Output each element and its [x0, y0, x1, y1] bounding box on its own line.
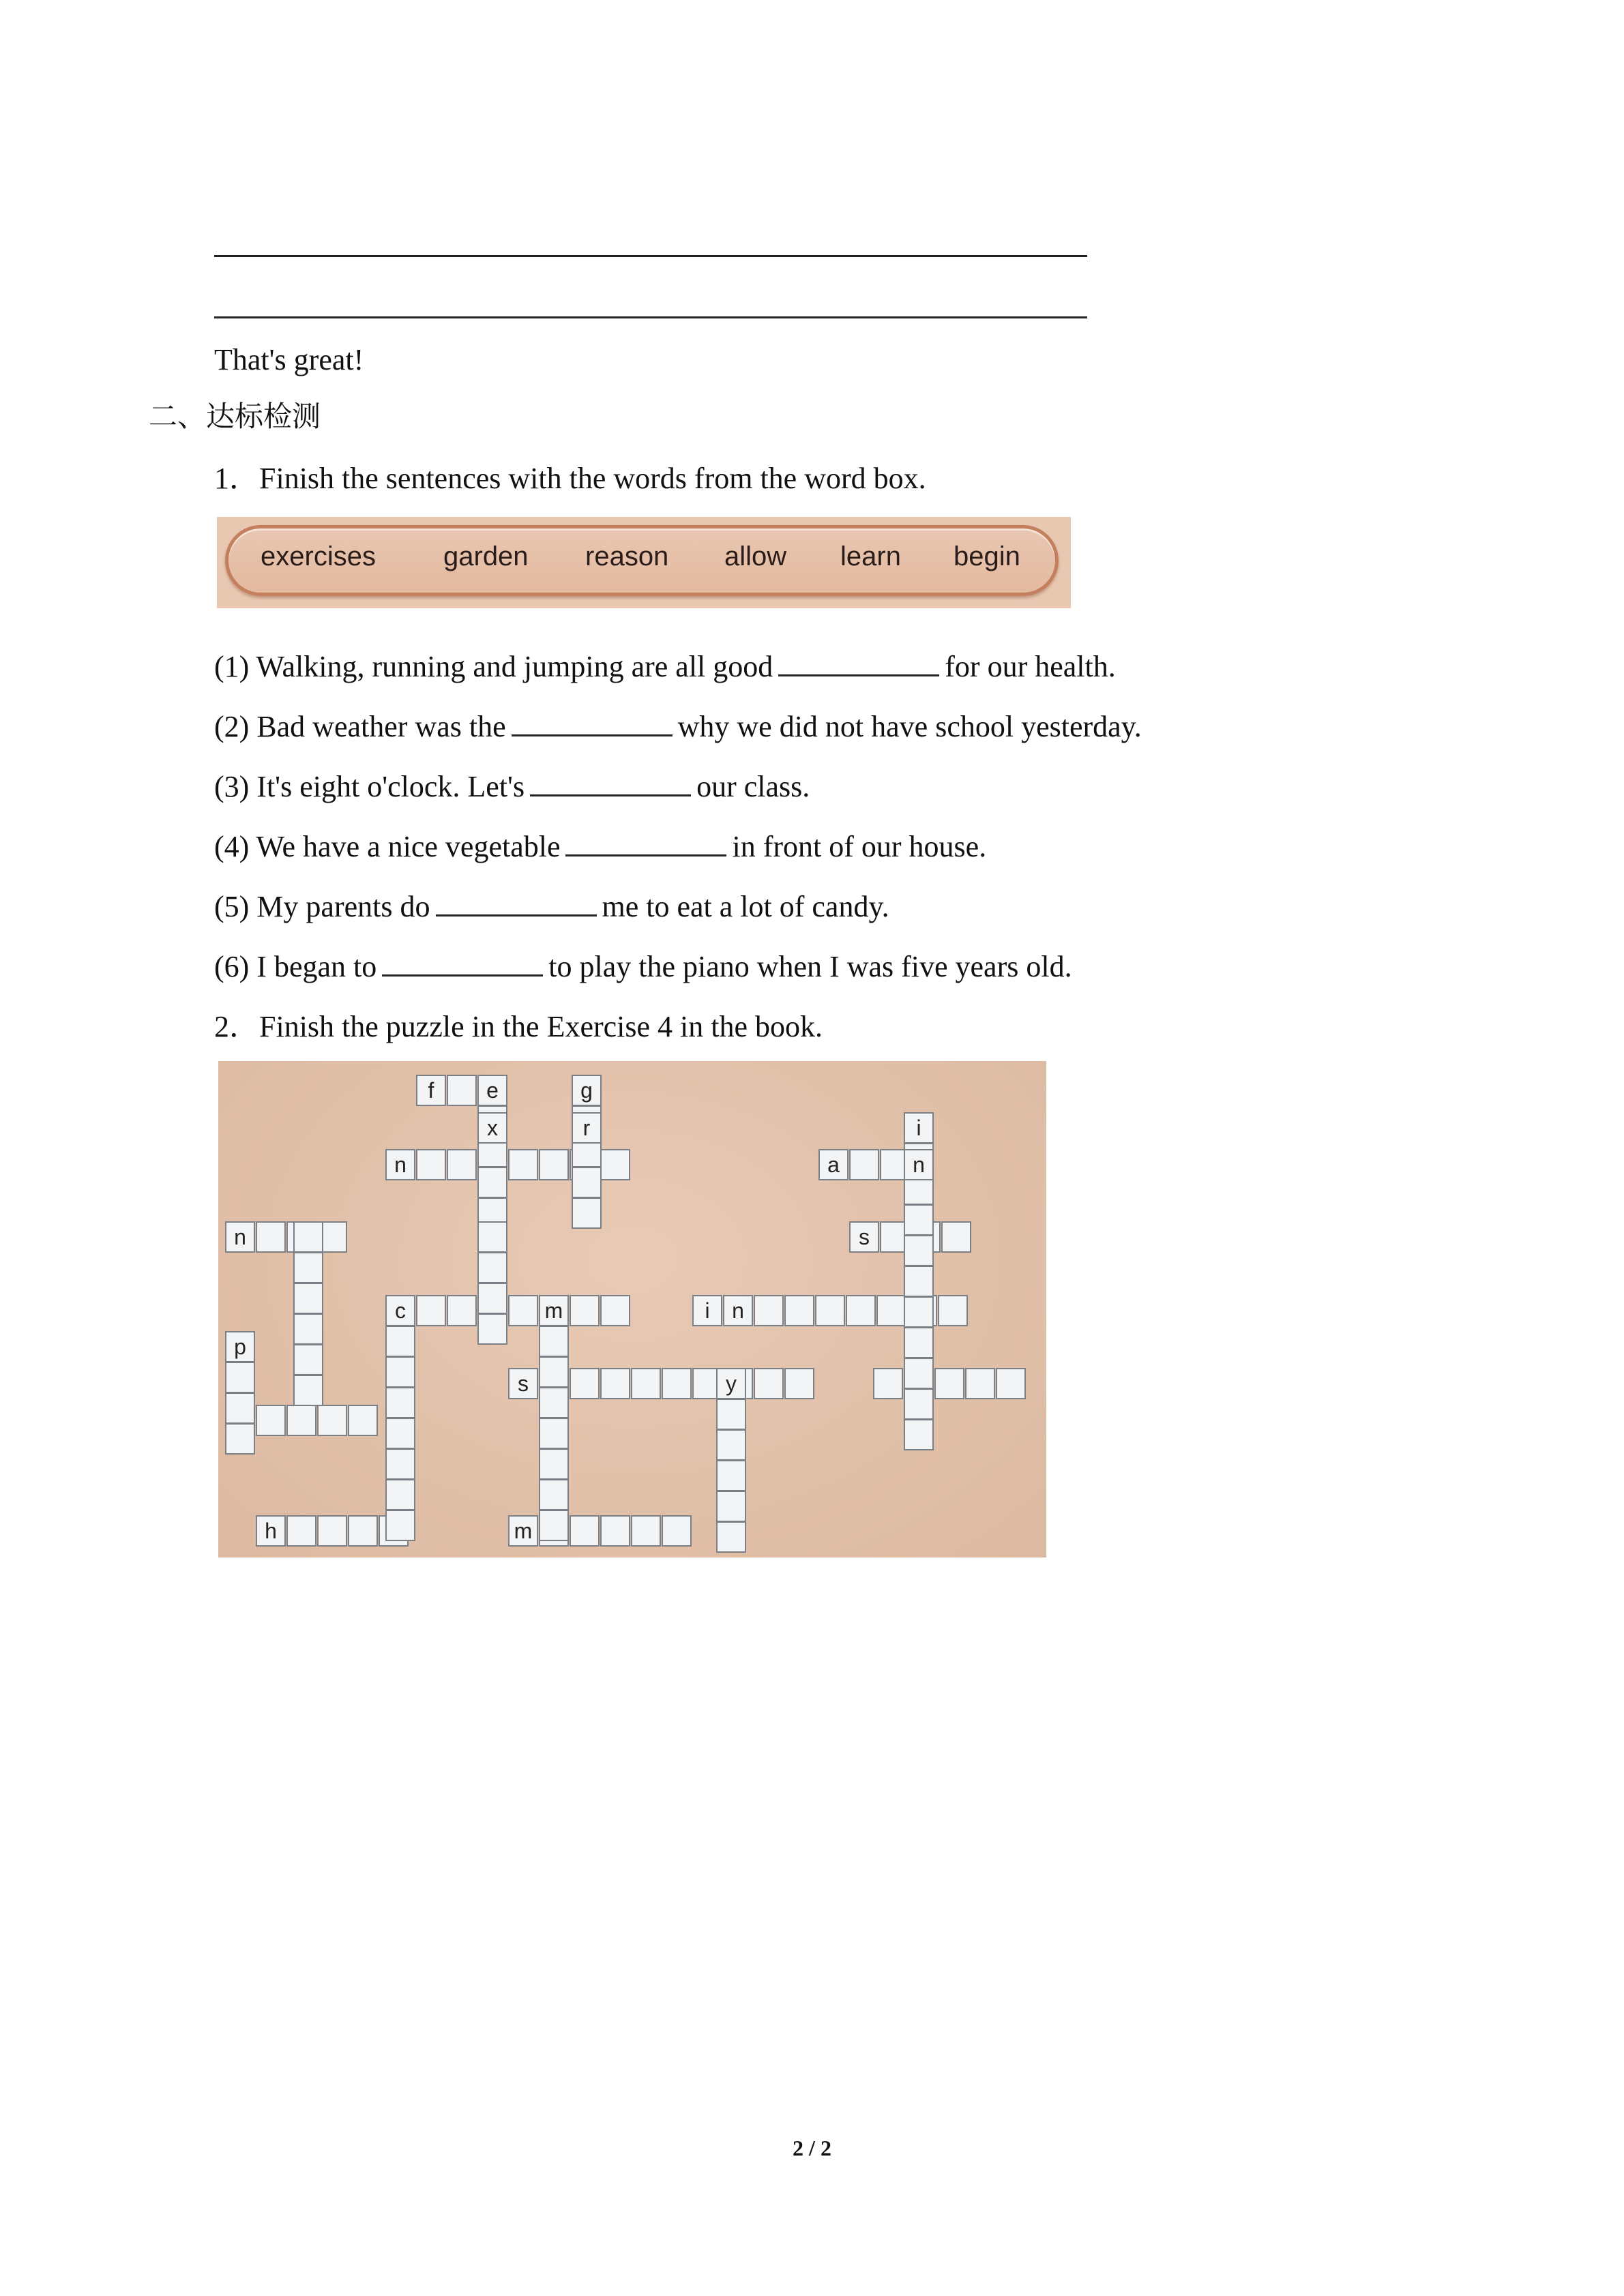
fill-blank-2[interactable] [512, 710, 673, 736]
crossword-cell[interactable] [904, 1327, 934, 1358]
sentence-text: (1) Walking, running and jumping are all good [214, 650, 773, 683]
crossword-cell[interactable] [662, 1515, 692, 1547]
crossword-cell[interactable] [996, 1368, 1026, 1399]
crossword-cell[interactable] [293, 1221, 323, 1253]
crossword-cell[interactable] [225, 1362, 255, 1393]
crossword-cell[interactable] [570, 1295, 600, 1326]
crossword-cell[interactable] [348, 1515, 378, 1547]
crossword-cell[interactable] [317, 1405, 347, 1436]
crossword-cell[interactable] [348, 1405, 378, 1436]
exercise1-heading: 1．Finish the sentences with the words from the word box. [214, 462, 926, 495]
word-box-item: allow [724, 541, 787, 571]
answer-line-2[interactable] [214, 316, 1087, 318]
sentence-text: (5) My parents do [214, 890, 430, 923]
crossword-clue-cell[interactable]: n [225, 1221, 255, 1253]
crossword-clue-cell[interactable]: n [904, 1149, 934, 1180]
sentence-text: (6) I began to [214, 950, 377, 983]
crossword-cell[interactable] [293, 1375, 323, 1406]
crossword-clue-cell[interactable]: a [818, 1149, 848, 1180]
crossword-cell[interactable] [447, 1295, 477, 1326]
crossword-cell[interactable] [716, 1491, 746, 1522]
crossword-clue-cell[interactable]: i [904, 1112, 934, 1144]
crossword-cell[interactable] [416, 1149, 446, 1180]
answer-line-1[interactable] [214, 255, 1087, 257]
crossword-cell[interactable] [416, 1295, 446, 1326]
crossword-cell[interactable] [754, 1368, 784, 1399]
crossword-clue-cell[interactable]: n [385, 1149, 415, 1180]
crossword-clue-cell[interactable]: i [692, 1295, 722, 1326]
crossword-cell[interactable] [849, 1149, 879, 1180]
crossword-clue-cell[interactable]: m [539, 1295, 569, 1326]
crossword-cell[interactable] [941, 1221, 971, 1253]
crossword-cell[interactable] [631, 1368, 661, 1399]
crossword-clue-cell[interactable]: g [572, 1075, 602, 1106]
word-box-item: exercises [261, 541, 376, 571]
sentence-text: for our health. [945, 650, 1116, 683]
crossword-cell[interactable] [317, 1515, 347, 1547]
crossword-cell[interactable] [539, 1418, 569, 1449]
crossword-cell[interactable] [938, 1295, 968, 1326]
word-box-item: reason [585, 541, 669, 571]
crossword-cell[interactable] [286, 1405, 316, 1436]
crossword-cell[interactable] [447, 1149, 477, 1180]
crossword-cell[interactable] [256, 1405, 286, 1436]
crossword-cell[interactable] [876, 1295, 906, 1326]
crossword-cell[interactable] [539, 1149, 569, 1180]
sentence-5 [214, 889, 889, 925]
crossword-cell[interactable] [784, 1368, 814, 1399]
crossword-cell[interactable] [385, 1356, 415, 1388]
crossword-cell[interactable] [904, 1296, 934, 1328]
crossword-cell[interactable] [600, 1295, 630, 1326]
crossword-clue-cell[interactable]: y [716, 1368, 746, 1399]
crossword-cell[interactable] [225, 1423, 255, 1455]
fill-blank-3[interactable] [530, 770, 691, 796]
crossword-cell[interactable] [572, 1197, 602, 1229]
crossword-cell[interactable] [716, 1460, 746, 1491]
crossword-cell[interactable] [716, 1429, 746, 1461]
crossword-cell[interactable] [904, 1266, 934, 1297]
crossword-cell[interactable] [539, 1448, 569, 1480]
crossword-cell[interactable] [631, 1515, 661, 1547]
sentence-2 [214, 709, 1142, 745]
crossword-cell[interactable] [904, 1358, 934, 1389]
crossword-cell[interactable] [293, 1313, 323, 1345]
crossword-cell[interactable] [293, 1344, 323, 1375]
crossword-cell[interactable] [784, 1295, 814, 1326]
crossword-cell[interactable] [293, 1283, 323, 1314]
crossword-cell[interactable] [600, 1515, 630, 1547]
crossword-cell[interactable] [286, 1515, 316, 1547]
word-box-item: begin [954, 541, 1020, 571]
crossword-cell[interactable] [846, 1295, 876, 1326]
crossword-clue-cell[interactable]: h [256, 1515, 286, 1547]
crossword-cell[interactable] [539, 1479, 569, 1510]
crossword-cell[interactable] [539, 1510, 569, 1541]
crossword-cell[interactable] [904, 1235, 934, 1266]
crossword-cell[interactable] [570, 1368, 600, 1399]
crossword-clue-cell[interactable]: n [723, 1295, 753, 1326]
crossword-cell[interactable] [662, 1368, 692, 1399]
crossword-cell[interactable] [539, 1326, 569, 1357]
crossword-cell[interactable] [716, 1399, 746, 1430]
crossword-cell[interactable] [600, 1149, 630, 1180]
sentence-1 [214, 649, 1116, 685]
crossword-cell[interactable] [477, 1221, 507, 1253]
crossword-cell[interactable] [477, 1283, 507, 1314]
crossword-cell[interactable] [385, 1326, 415, 1357]
sentence-text: (2) Bad weather was the [214, 710, 506, 743]
crossword-cell[interactable] [385, 1387, 415, 1418]
sentence-text: (3) It's eight o'clock. Let's [214, 770, 525, 803]
fill-blank-6[interactable] [382, 950, 543, 976]
crossword-cell[interactable] [934, 1368, 964, 1399]
fill-blank-4[interactable] [565, 830, 726, 856]
crossword-cell[interactable] [447, 1075, 477, 1106]
sentence-3 [214, 769, 810, 805]
crossword-clue-cell[interactable]: f [416, 1075, 446, 1106]
sentence-text: our class. [696, 770, 810, 803]
crossword-cell[interactable] [508, 1295, 538, 1326]
sentence-text: in front of our house. [732, 830, 987, 863]
crossword-clue-cell[interactable]: s [508, 1368, 538, 1399]
crossword-cell[interactable] [477, 1252, 507, 1283]
crossword-cell[interactable] [815, 1295, 845, 1326]
crossword-cell[interactable] [572, 1167, 602, 1198]
crossword-cell[interactable] [385, 1510, 415, 1541]
crossword-cell[interactable] [904, 1419, 934, 1450]
crossword-puzzle [218, 1061, 1046, 1557]
crossword-clue-cell[interactable]: x [477, 1112, 507, 1144]
closing-reply: That's great! [214, 343, 364, 376]
crossword-cell[interactable] [716, 1521, 746, 1553]
crossword-cell[interactable] [385, 1448, 415, 1480]
crossword-cell[interactable] [385, 1479, 415, 1510]
sentence-text: me to eat a lot of candy. [602, 890, 889, 923]
crossword-cell[interactable] [477, 1313, 507, 1345]
sentence-text: to play the piano when I was five years old. [548, 950, 1072, 983]
crossword-cell[interactable] [225, 1392, 255, 1424]
exercise2-heading: 2．Finish the puzzle in the Exercise 4 in the book. [214, 1010, 823, 1043]
crossword-cell[interactable] [904, 1204, 934, 1236]
crossword-cell[interactable] [965, 1368, 995, 1399]
crossword-clue-cell[interactable]: r [572, 1112, 602, 1144]
sentence-text: why we did not have school yesterday. [677, 710, 1142, 743]
crossword-cell[interactable] [600, 1368, 630, 1399]
fill-blank-1[interactable] [778, 650, 939, 676]
crossword-cell[interactable] [539, 1387, 569, 1418]
section-title: 二、达标检测 [149, 400, 321, 433]
fill-blank-5[interactable] [436, 890, 597, 916]
crossword-cell[interactable] [293, 1252, 323, 1283]
crossword-cell[interactable] [385, 1418, 415, 1449]
crossword-cell[interactable] [873, 1368, 903, 1399]
crossword-clue-cell[interactable]: c [385, 1295, 415, 1326]
sentence-4 [214, 829, 986, 865]
crossword-clue-cell[interactable]: s [849, 1221, 879, 1253]
word-box [217, 517, 1071, 608]
crossword-clue-cell[interactable]: e [477, 1075, 507, 1106]
crossword-cell[interactable] [256, 1221, 286, 1253]
crossword-cell[interactable] [754, 1295, 784, 1326]
crossword-clue-cell[interactable]: m [508, 1515, 538, 1547]
word-box-item: learn [840, 541, 901, 571]
sentence-6 [214, 949, 1072, 985]
page-number: 2 / 2 [793, 2136, 831, 2160]
crossword-cell[interactable] [477, 1167, 507, 1198]
word-box-item: garden [443, 541, 529, 571]
crossword-clue-cell[interactable]: p [225, 1331, 255, 1362]
crossword-cell[interactable] [904, 1388, 934, 1420]
crossword-cell[interactable] [570, 1515, 600, 1547]
crossword-cell[interactable] [539, 1356, 569, 1388]
crossword-cell[interactable] [508, 1149, 538, 1180]
sentence-text: (4) We have a nice vegetable [214, 830, 561, 863]
